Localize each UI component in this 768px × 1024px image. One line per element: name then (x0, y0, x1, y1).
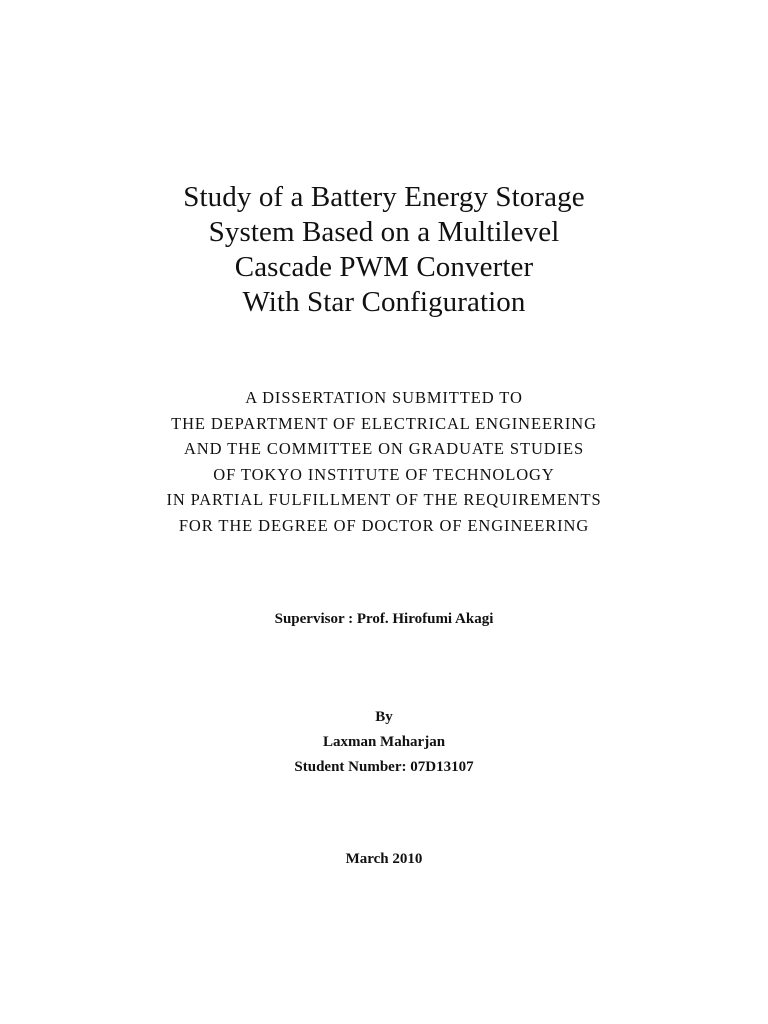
dissertation-line-1: A DISSERTATION SUBMITTED TO (245, 388, 523, 407)
dissertation-statement (0, 385, 768, 539)
submission-date: March 2010 (345, 851, 423, 867)
student-number: Student Number: 07D13107 (294, 759, 474, 775)
by-label: By (375, 709, 393, 725)
title-line-4: With Star Configuration (242, 286, 526, 318)
dissertation-line-2: THE DEPARTMENT OF ELECTRICAL ENGINEERING (171, 413, 597, 433)
author-name: Laxman Maharjan (322, 734, 446, 750)
title-line-3: Cascade PWM Converter (234, 251, 534, 283)
thesis-title (0, 180, 768, 320)
supervisor-line: Supervisor : Prof. Hirofumi Akagi (274, 611, 494, 627)
title-line-1: Study of a Battery Energy Storage (183, 181, 585, 213)
dissertation-line-6: FOR THE DEGREE OF DOCTOR OF ENGINEERING (178, 515, 590, 535)
dissertation-line-4: OF TOKYO INSTITUTE OF TECHNOLOGY (213, 464, 555, 484)
dissertation-line-5: IN PARTIAL FULFILLMENT OF THE REQUIREMENTS (166, 490, 602, 510)
dissertation-line-3: AND THE COMMITTEE ON GRADUATE STUDIES (183, 439, 585, 459)
title-line-2: System Based on a Multilevel (208, 216, 560, 248)
author-block (0, 705, 768, 780)
